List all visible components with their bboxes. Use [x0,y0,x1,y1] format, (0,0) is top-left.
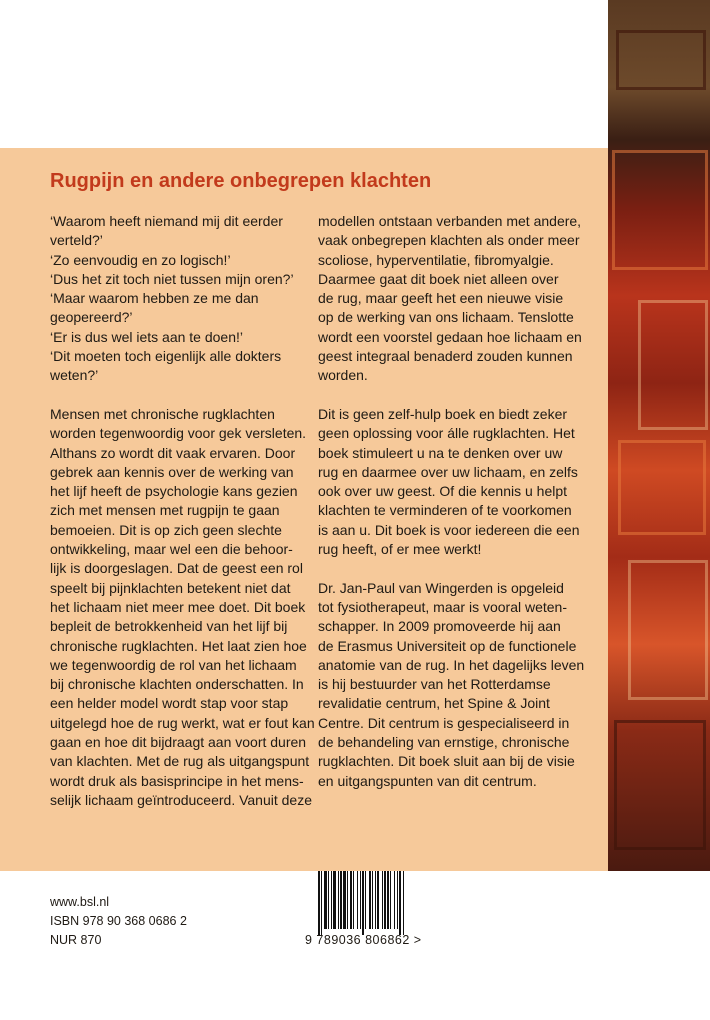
barcode-bar [387,871,389,929]
text-line: wordt druk als basisprincipe in het mens- [50,772,304,789]
barcode-bar [331,871,332,929]
publisher-info [50,893,187,950]
text-line: Dr. Jan-Paul van Wingerden is opgeleid [318,579,564,596]
barcode-bar [365,871,366,929]
text-line: geest integraal benaderd zouden kunnen [318,348,573,365]
nur-code: NUR 870 [50,933,102,947]
text-line: anatomie van de rug. In het dagelijks leven [318,656,585,673]
text-line: ‘Er is dus wel iets aan te doen!’ [50,328,243,345]
text-line: rug en daarmee over uw lichaam, en zelfs [318,463,578,480]
text-line: Dit is geen zelf-hulp boek en biedt zeker [318,405,568,422]
text-line: de Erasmus Universiteit op de functionele [318,637,577,654]
text-line: tot fysiotherapeut, maar is vooral weten- [318,598,568,615]
barcode-bar [338,871,339,929]
text-line: op de werking van ons lichaam. Tenslotte [318,309,574,326]
text-line: ‘Waarom heeft niemand mij dit eerder [50,213,283,229]
left-text-column [50,212,315,810]
text-line: vaak onbegrepen klachten als onder meer [318,232,580,249]
text-line: Centre. Dit centrum is gespecialiseerd in [318,714,570,731]
barcode-bar [347,871,348,929]
text-line: en uitgangspunten van dit centrum. [318,772,537,789]
barcode-bar [369,871,371,929]
text-line: ‘Dus het zit toch niet tussen mijn oren?’ [50,270,294,287]
text-line: rug heeft, of er mee werkt! [318,541,482,558]
text-line: Mensen met chronische rugklachten [50,405,275,422]
barcode-bar [375,871,376,929]
barcode-bar [399,871,401,935]
text-line: weten?’ [50,367,99,384]
text-line: het lijf heeft de psychologie kans gezien [50,483,298,500]
text-line: is hij bestuurder van het Rotterdamse [318,676,551,693]
text-line: de behandeling van ernstige, chronische [318,734,570,751]
barcode-bar [362,871,364,935]
text-line: is aan u. Dit boek is voor iedereen die een [318,521,580,538]
paragraph-gap [318,559,580,578]
barcode-bar [324,871,327,929]
barcode-bar [318,871,320,935]
page-title: Rugpijn en andere onbegrepen klachten [50,170,432,192]
barcode-bar [403,871,404,935]
text-line: ‘Maar waarom hebben ze me dan [50,290,259,307]
text-line: ‘Dit moeten toch eigenlijk alle dokters [50,348,282,365]
text-line: we tegenwoordig de rol van het lichaam [50,656,297,673]
barcode-bar [350,871,352,929]
text-line: klachten te verminderen of te voorkomen [318,502,572,519]
text-line: worden tegenwoordig voor gek versleten. [50,425,307,442]
text-line: Althans zo wordt dit vaak ervaren. Door [50,444,296,461]
text-line: wordt een voorstel gedaan hoe lichaam en [318,328,582,345]
publisher-website: www.bsl.nl [50,895,110,909]
text-line: de rug, maar geeft het een nieuwe visie [318,290,564,307]
right-text-column [318,212,585,791]
text-line: selijk lichaam geïntroduceerd. Vanuit deze [50,791,313,808]
text-line: een helder model wordt stap voor stap [50,695,289,712]
barcode-bar [360,871,361,929]
text-line: zich met mensen met rugpijn te gaan [50,502,280,519]
barcode-bar [384,871,386,929]
text-line: schapper. In 2009 promoveerde hij aan [318,618,561,635]
text-line: bepleit de betrokkenheid van het lijf bij [50,618,288,635]
text-line: rugklachten. Dit boek sluit aan bij de visie [318,753,575,770]
cover-photo-strip [608,0,710,871]
text-line: worden. [318,367,368,384]
barcode-bar [377,871,379,929]
text-line: van klachten. Met de rug als uitgangspunt [50,753,310,770]
text-line: geen oplossing voor álle rugklachten. Het [318,425,575,442]
barcode-bar [357,871,358,929]
text-line: gebrek aan kennis over de werking van [50,463,294,480]
text-line: ontwikkeling, maar wel een die behoor- [50,541,293,558]
text-line: bij chronische klachten onderschatten. In [50,676,304,693]
paragraph-gap [50,386,312,405]
barcode-bar [340,871,342,929]
barcode-bar [382,871,383,929]
text-line: speelt bij pijnklachten betekent niet dat [50,579,291,596]
barcode-digits: 9 789036 806862 > [305,933,422,947]
top-blank-area [0,0,608,148]
barcode-bar [372,871,373,929]
text-line: scoliose, hyperventilatie, fibromyalgie. [318,251,554,268]
barcode-bar [353,871,354,929]
paragraph-gap [318,386,580,405]
text-line: verteld?’ [50,232,103,249]
text-line: bemoeien. Dit is op zich geen slechte [50,521,282,538]
barcode-bar [343,871,346,929]
barcode-bar [394,871,395,929]
text-line: ‘Zo eenvoudig en zo logisch!’ [50,251,231,268]
text-line: modellen ontstaan verbanden met andere, [318,213,582,229]
barcode-bar [390,871,391,929]
barcode-bar [328,871,329,929]
barcode-bar [397,871,398,929]
barcode-bar [321,871,322,935]
barcode-bar [333,871,336,929]
text-line: ook over uw geest. Of die kennis u helpt [318,483,568,500]
text-line: Daarmee gaat dit boek niet alleen over [318,270,559,287]
text-line: het lichaam niet meer mee doet. Dit boek [50,598,306,615]
isbn-text: ISBN 978 90 368 0686 2 [50,914,187,928]
text-line: uitgelegd hoe de rug werkt, wat er fout kan [50,714,315,731]
text-line: gaan en hoe dit bijdraagt aan voort duren [50,734,307,751]
text-line: revalidatie centrum, het Spine & Joint [318,695,550,712]
text-line: chronische rugklachten. Het laat zien hoe [50,637,307,654]
text-line: boek stimuleert u na te denken over uw [318,444,563,461]
text-line: geopereerd?’ [50,309,133,326]
text-line: lijk is doorgeslagen. Dat de geest een rol [50,560,303,577]
